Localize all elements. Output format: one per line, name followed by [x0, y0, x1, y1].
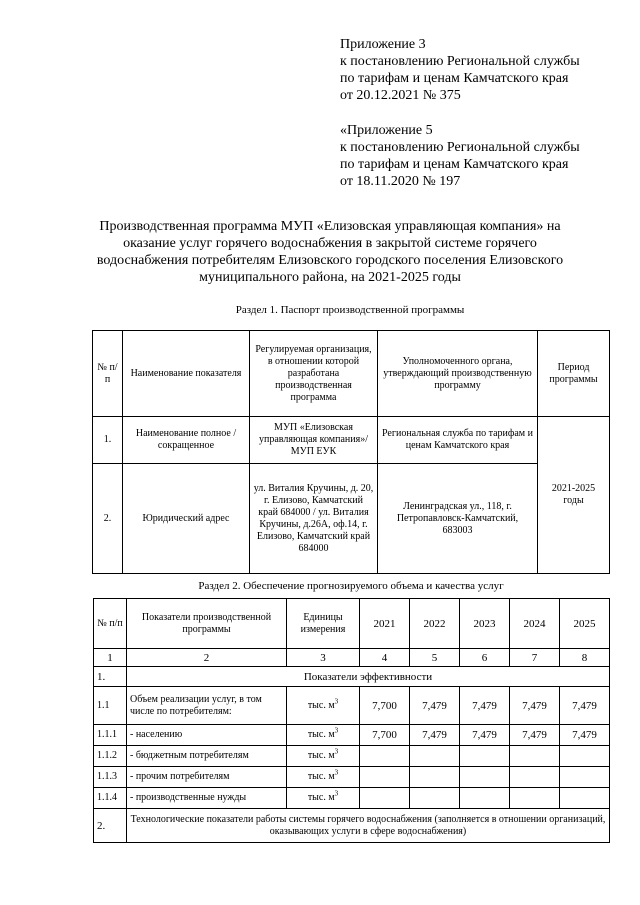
- row-value: 7,479: [510, 725, 560, 746]
- row-unit: [287, 788, 360, 809]
- header-year: 2021: [360, 599, 410, 649]
- row-org: МУП «Елизовская управляющая компания»/ МУП ЕУК: [250, 417, 378, 464]
- header-year: 2022: [410, 599, 460, 649]
- row-num: 2.: [93, 464, 123, 574]
- header-indicator: Показатели производственной программы: [127, 599, 287, 649]
- row-value: [360, 746, 410, 767]
- header-period: Период программы: [538, 331, 610, 417]
- appendix-5-line: по тарифам и ценам Камчатского края: [340, 157, 569, 172]
- column-number: 8: [560, 649, 610, 667]
- row-unit: [287, 767, 360, 788]
- appendix-5-line: к постановлению Региональной службы: [340, 140, 580, 155]
- unit-text: тыс. м: [307, 699, 335, 711]
- row-label: - бюджетным потребителям: [127, 746, 287, 767]
- header-unit: Единицы измерения: [287, 599, 360, 649]
- header-authority: Уполномоченного органа, утверждающий производственную программу: [378, 331, 538, 417]
- row-value: 7,479: [410, 725, 460, 746]
- column-number-row: [94, 649, 610, 667]
- unit-superscript: 3: [334, 789, 339, 798]
- row-value: [510, 788, 560, 809]
- row-label: Объем реализации услуг, в том числе по потребителям:: [127, 687, 287, 725]
- passport-row-name: [93, 417, 610, 464]
- row-value: 7,700: [360, 687, 410, 725]
- row-value: [560, 788, 610, 809]
- row-value: 7,479: [460, 687, 510, 725]
- header-name: Наименование показателя: [123, 331, 250, 417]
- passport-header-row: [93, 331, 610, 417]
- column-number: 4: [360, 649, 410, 667]
- row-label: - производственные нужды: [127, 788, 287, 809]
- row-name: Юридический адрес: [123, 464, 250, 574]
- title-line: водоснабжения потребителям Елизовского городского поселения Елизовского: [96, 253, 564, 268]
- header-num: № п/п: [94, 599, 127, 649]
- header-num: № п/п: [93, 331, 123, 417]
- header-year: 2023: [460, 599, 510, 649]
- title-line: Производственная программа МУП «Елизовская управляющая компания» на: [99, 219, 561, 234]
- row-value: [560, 746, 610, 767]
- column-number: 6: [460, 649, 510, 667]
- row-org: ул. Виталия Кручины, д. 20, г. Елизово, Камчатский край 684000 / ул. Виталия Кручины, д.26А, оф.14, г. Елизово, Камчатский край 684000: [250, 464, 378, 574]
- row-value: [460, 788, 510, 809]
- services-header-row: [94, 599, 610, 649]
- table-row: [94, 767, 610, 788]
- appendix-3-line: по тарифам и ценам Камчатского края: [340, 71, 569, 86]
- section-1-title: Раздел 1. Паспорт производственной программы: [235, 304, 465, 316]
- row-label: - прочим потребителям: [127, 767, 287, 788]
- row-value: [410, 788, 460, 809]
- title-line: оказание услуг горячего водоснабжения в закрытой системе горячего: [123, 236, 537, 251]
- appendix-5-line: от 18.11.2020 № 197: [340, 174, 461, 189]
- group-label: Технологические показатели работы системы горячего водоснабжения (заполняется в отношении организаций, оказывающих услуги в сфере водоснабжения): [127, 809, 610, 843]
- row-value: [410, 746, 460, 767]
- column-number: 5: [410, 649, 460, 667]
- row-value: [460, 746, 510, 767]
- row-value: [510, 767, 560, 788]
- group-row-efficiency: [94, 667, 610, 687]
- row-value: 7,479: [560, 687, 610, 725]
- row-value: 7,479: [460, 725, 510, 746]
- passport-row-address: [93, 464, 610, 574]
- unit-superscript: 3: [334, 747, 339, 756]
- row-num: 1.1: [94, 687, 127, 725]
- group-num: 1.: [94, 667, 127, 687]
- row-unit: [287, 687, 360, 725]
- header-year: 2024: [510, 599, 560, 649]
- row-value: [360, 788, 410, 809]
- row-num: 1.: [93, 417, 123, 464]
- column-number: 1: [94, 649, 127, 667]
- row-value: [410, 767, 460, 788]
- row-label: - населению: [127, 725, 287, 746]
- document-title: [50, 218, 610, 286]
- appendix-3-line: от 20.12.2021 № 375: [340, 88, 461, 103]
- appendix-5-block: [340, 122, 580, 190]
- unit-superscript: 3: [334, 726, 339, 735]
- unit-text: тыс. м: [307, 750, 335, 761]
- group-row-technological: [94, 809, 610, 843]
- row-num: 1.1.2: [94, 746, 127, 767]
- program-period: 2021-2025 годы: [538, 417, 610, 574]
- appendix-3-line: Приложение 3: [340, 37, 426, 52]
- section-2-title: Раздел 2. Обеспечение прогнозируемого объема и качества услуг: [198, 580, 504, 592]
- header-org: Регулируемая организация, в отношении которой разработана производственная программа: [250, 331, 378, 417]
- table-row: [94, 788, 610, 809]
- row-name: Наименование полное / сокращенное: [123, 417, 250, 464]
- unit-text: тыс. м: [307, 792, 335, 803]
- row-value: [560, 767, 610, 788]
- row-authority: Ленинградская ул., 118, г. Петропавловск-Камчатский, 683003: [378, 464, 538, 574]
- group-num: 2.: [94, 809, 127, 843]
- row-value: 7,700: [360, 725, 410, 746]
- passport-table: [92, 330, 610, 574]
- row-num: 1.1.4: [94, 788, 127, 809]
- unit-superscript: 3: [334, 768, 339, 777]
- group-label: Показатели эффективности: [127, 667, 610, 687]
- row-num: 1.1.1: [94, 725, 127, 746]
- appendix-3-block: [340, 36, 580, 104]
- column-number: 2: [127, 649, 287, 667]
- appendix-3-line: к постановлению Региональной службы: [340, 54, 580, 69]
- services-table: [93, 598, 610, 843]
- unit-text: тыс. м: [307, 729, 335, 740]
- title-line: муниципального района, на 2021-2025 годы: [199, 270, 461, 285]
- row-value: [510, 746, 560, 767]
- row-authority: Региональная служба по тарифам и ценам Камчатского края: [378, 417, 538, 464]
- row-value: [360, 767, 410, 788]
- row-value: [460, 767, 510, 788]
- appendix-5-line: «Приложение 5: [340, 123, 433, 138]
- row-value: 7,479: [560, 725, 610, 746]
- row-value: 7,479: [510, 687, 560, 725]
- table-row: [94, 687, 610, 725]
- table-row: [94, 746, 610, 767]
- column-number: 3: [287, 649, 360, 667]
- row-unit: [287, 746, 360, 767]
- header-year: 2025: [560, 599, 610, 649]
- row-unit: [287, 725, 360, 746]
- row-num: 1.1.3: [94, 767, 127, 788]
- column-number: 7: [510, 649, 560, 667]
- unit-superscript: 3: [334, 697, 339, 706]
- table-row: [94, 725, 610, 746]
- row-value: 7,479: [410, 687, 460, 725]
- unit-text: тыс. м: [307, 771, 335, 782]
